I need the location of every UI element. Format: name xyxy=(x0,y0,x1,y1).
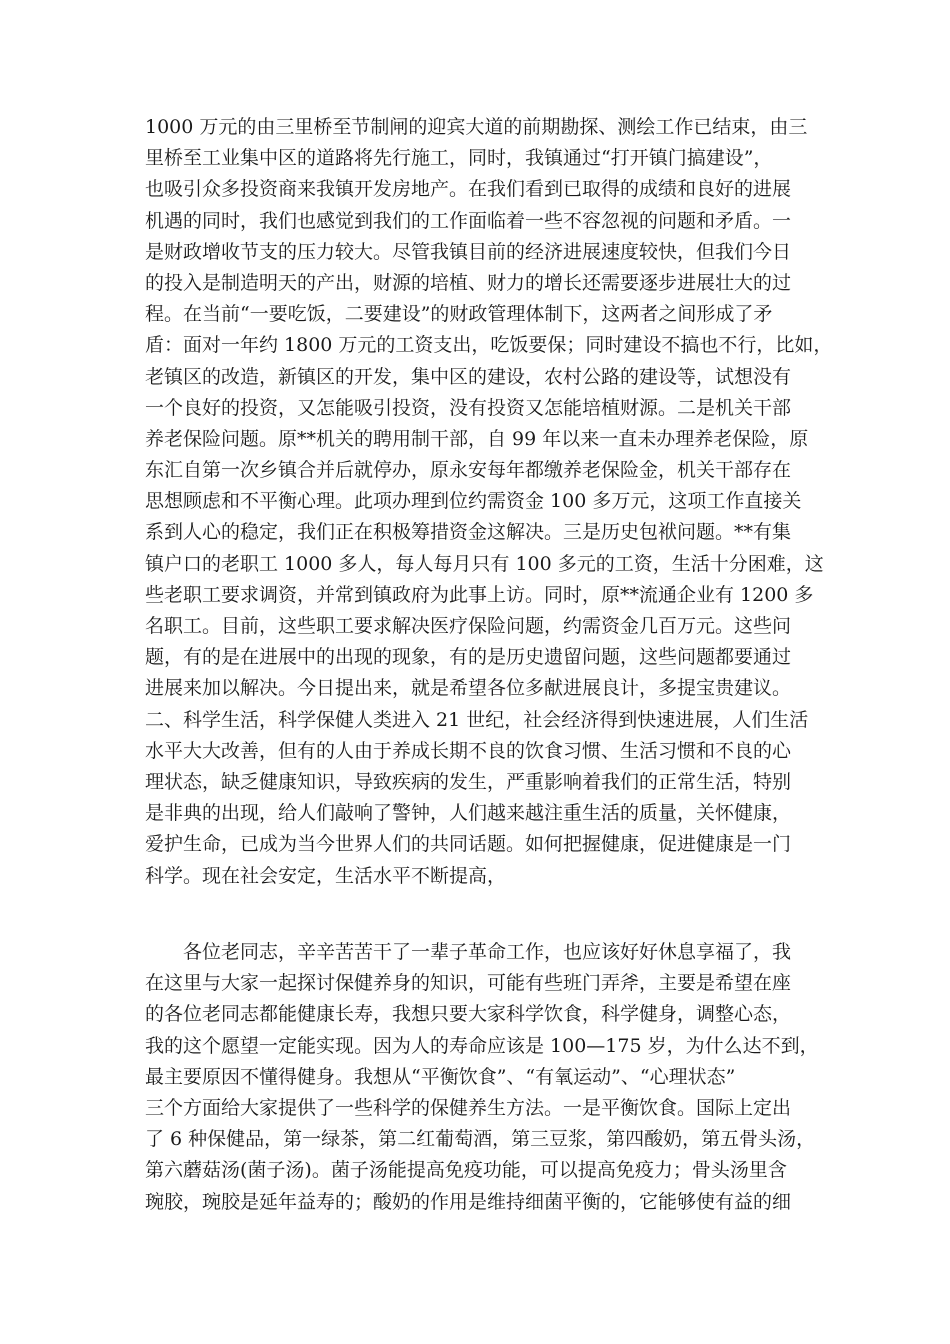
text-line: 老镇区的改造，新镇区的开发，集中区的建设，农村公路的建设等，试想没有 xyxy=(145,365,792,388)
text-line: 的投入是制造明天的产出，财源的培植、财力的增长还需要逐步进展壮大的过 xyxy=(145,271,792,294)
text-line: 里桥至工业集中区的道路将先行施工，同时，我镇通过“打开镇门搞建设”， xyxy=(145,147,773,170)
text-line: 养老保险问题。原**机关的聘用制干部，自 99 年以来一直未办理养老保险，原 xyxy=(145,427,809,450)
text-line: 程。在当前“一要吃饭，二要建设”的财政管理体制下，这两者之间形成了矛 xyxy=(145,303,773,326)
text-line-indented: 各位老同志，辛辛苦苦干了一辈子革命工作，也应该好好休息享福了，我 xyxy=(183,941,792,963)
text-line: 是财政增收节支的压力较大。尽管我镇目前的经济进展速度较快，但我们今日 xyxy=(145,240,792,263)
text-line: 水平大大改善，但有的人由于养成长期不良的饮食习惯、生活习惯和不良的心 xyxy=(145,739,792,762)
text-line: 进展来加以解决。今日提出来，就是希望各位多献进展良计，多提宝贵建议。 xyxy=(145,677,792,700)
text-line: 三个方面给大家提供了一些科学的保健养生方法。一是平衡饮食。国际上定出 xyxy=(145,1096,792,1119)
text-line: 名职工。目前，这些职工要求解决医疗保险问题，约需资金几百万元。这些问 xyxy=(145,615,792,637)
text-line: 最主要原因不懂得健身。我想从“平衡饮食”、“有氧运动”、“心理状态” xyxy=(145,1065,736,1088)
text-line: 镇户口的老职工 1000 多人，每人每月只有 100 多元的工资，生活十分困难，这 xyxy=(145,552,824,575)
text-line: 的各位老同志都能健康长寿，我想只要大家科学饮食，科学健身，调整心态， xyxy=(145,1003,792,1026)
text-line: 系到人心的稳定，我们正在积极筹措资金这解决。三是历史包袱问题。**有集 xyxy=(145,521,792,544)
text-line: 第六蘑菇汤(菌子汤)。菌子汤能提高免疫功能，可以提高免疫力；骨头汤里含 xyxy=(145,1159,787,1182)
text-line: 些老职工要求调资，并常到镇政府为此事上访。同时，原**流通企业有 1200 多 xyxy=(145,583,814,606)
text-line: 东汇自第一次乡镇合并后就停办，原永安每年都缴养老保险金，机关干部存在 xyxy=(145,459,792,482)
section-heading-line: 二、科学生活，科学保健人类进入 21 世纪，社会经济得到快速进展，人们生活 xyxy=(145,708,809,731)
text-line: 科学。现在社会安定，生活水平不断提高， xyxy=(145,864,507,887)
text-line: 在这里与大家一起探讨保健养身的知识，可能有些班门弄斧，主要是希望在座 xyxy=(145,972,792,995)
paragraph-1 xyxy=(145,112,833,892)
text-line: 是非典的出现，给人们敲响了警钟，人们越来越注重生活的质量，关怀健康， xyxy=(145,802,792,825)
text-line: 了 6 种保健品，第一绿茶，第二红葡萄酒，第三豆浆，第四酸奶，第五骨头汤， xyxy=(145,1128,816,1151)
text-line: 理状态，缺乏健康知识，导致疾病的发生，严重影响着我们的正常生活，特别 xyxy=(145,770,792,793)
text-line: 也吸引众多投资商来我镇开发房地产。在我们看到已取得的成绩和良好的进展 xyxy=(145,178,792,201)
text-line: 思想顾虑和不平衡心理。此项办理到位约需资金 100 多万元，这项工作直接关 xyxy=(145,490,802,513)
paragraph-2 xyxy=(145,937,817,1218)
text-line: 爱护生命，已成为当今世界人们的共同话题。如何把握健康，促进健康是一门 xyxy=(145,833,792,856)
text-line: 1000 万元的由三里桥至节制闸的迎宾大道的前期勘探、测绘工作已结束，由三 xyxy=(145,116,808,138)
text-line: 机遇的同时，我们也感觉到我们的工作面临着一些不容忽视的问题和矛盾。一 xyxy=(145,209,792,232)
text-line: 一个良好的投资，又怎能吸引投资，没有投资又怎能培植财源。二是机关干部 xyxy=(145,396,792,419)
text-line: 琬胶，琬胶是延年益寿的；酸奶的作用是维持细菌平衡的，它能够使有益的细 xyxy=(145,1190,792,1213)
text-line: 盾：面对一年约 1800 万元的工资支出，吃饭要保；同时建设不搞也不行，比如， xyxy=(145,334,833,357)
text-line: 题，有的是在进展中的出现的现象，有的是历史遗留问题，这些问题都要通过 xyxy=(145,646,792,669)
text-line: 我的这个愿望一定能实现。因为人的寿命应该是 100—175 岁，为什么达不到， xyxy=(145,1034,819,1057)
